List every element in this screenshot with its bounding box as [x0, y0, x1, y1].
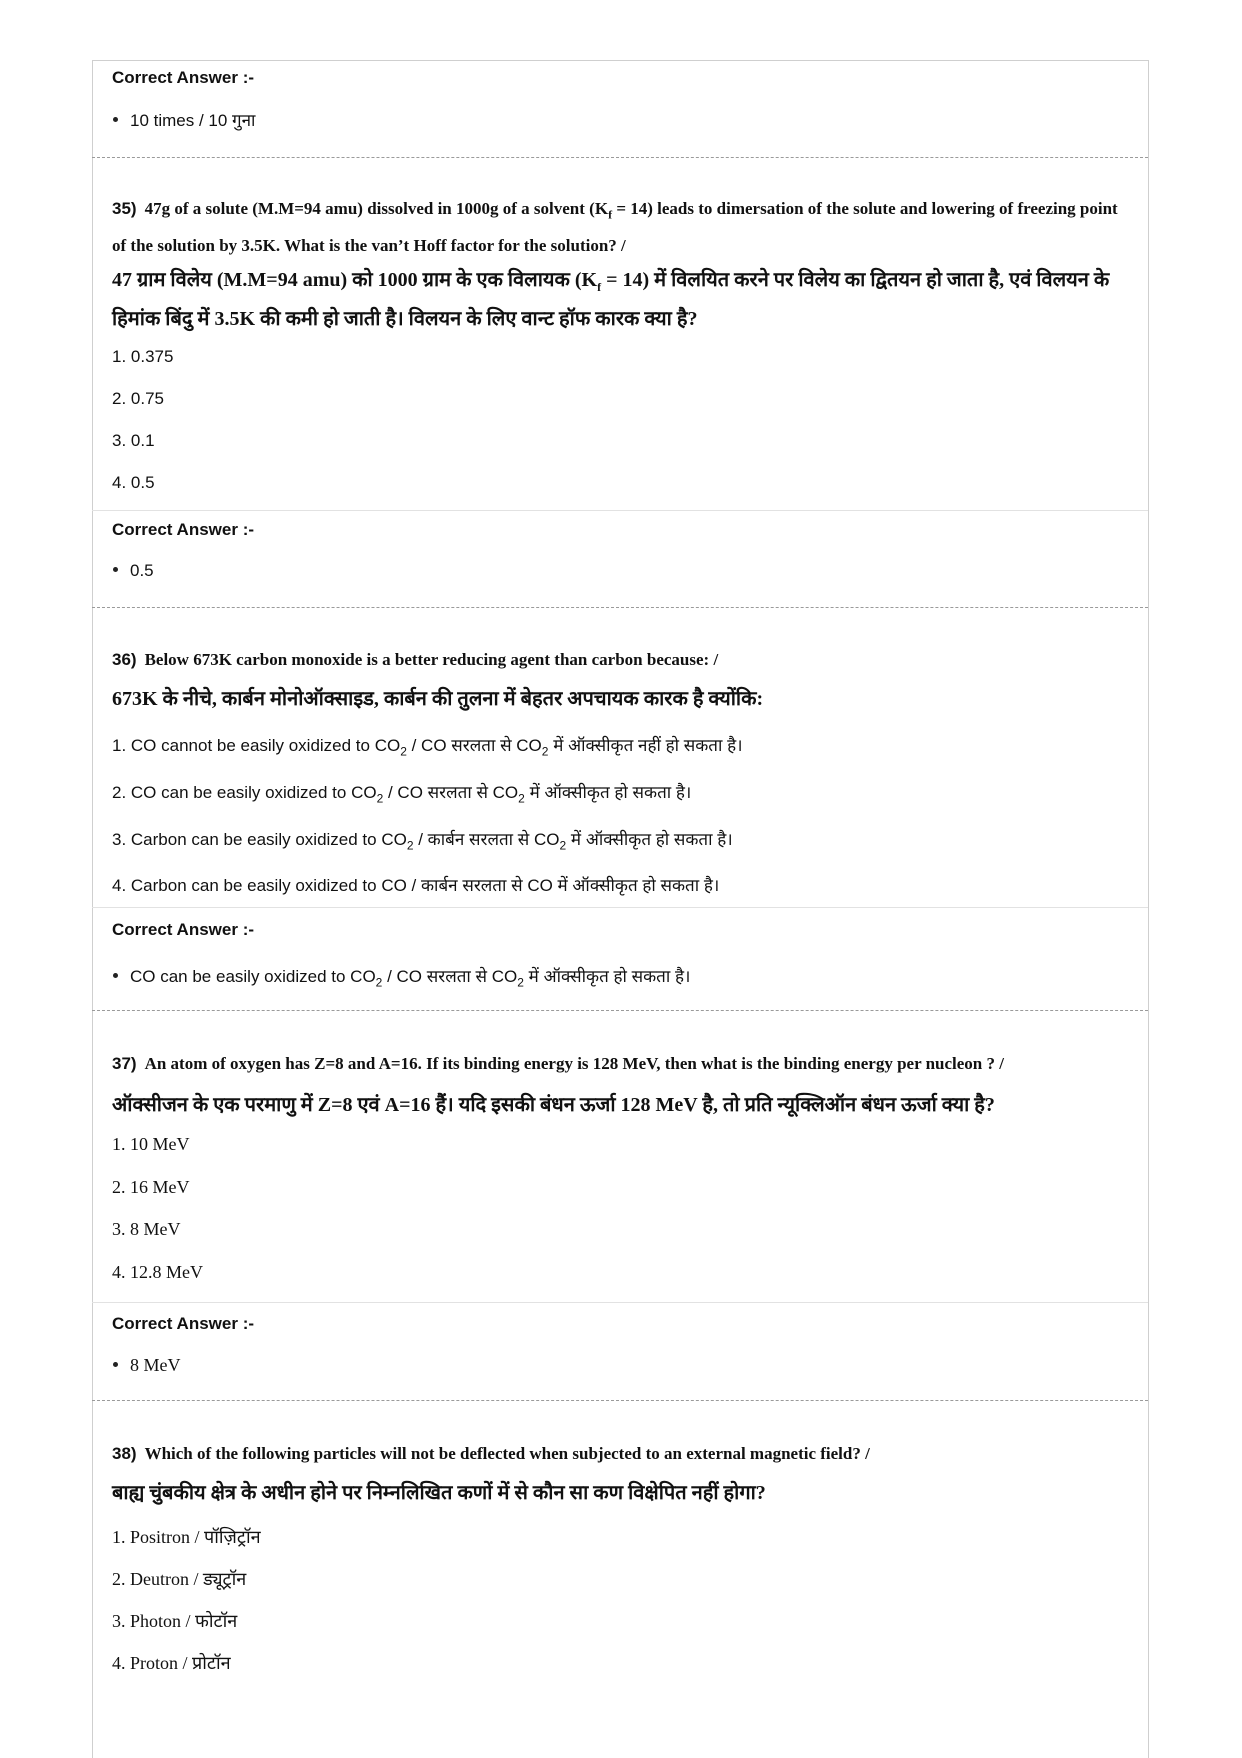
correct-answer-label: Correct Answer :- [112, 520, 255, 539]
correct-answer-item [113, 964, 690, 989]
question-37-english [112, 1048, 1127, 1079]
option-text: में ऑक्सीकृत हो सकता है। [524, 783, 692, 802]
subscript: 2 [559, 838, 567, 853]
answer-text: CO can be easily oxidized to CO [130, 967, 376, 986]
option-1: 1. Positron / पॉज़िट्रॉन [112, 1527, 261, 1547]
subscript: 2 [518, 791, 525, 806]
question-text: An atom of oxygen has Z=8 and A=16. If its binding energy is 128 MeV, then what is the binding energy per nucleon ? / [144, 1054, 1004, 1073]
correct-answer-label: Correct Answer :- [112, 1314, 255, 1333]
question-divider [92, 157, 1148, 158]
answer-divider [92, 907, 1148, 908]
correct-answer-item [113, 108, 255, 131]
correct-answer-item [113, 1355, 181, 1376]
answer-divider [92, 1302, 1148, 1303]
option-2: 2. 16 MeV [112, 1177, 190, 1197]
subscript: f [597, 280, 602, 294]
answer-text: 10 times / 10 गुना [130, 111, 256, 130]
question-36-hindi: 673K के नीचे, कार्बन मोनोऑक्साइड, कार्बन की तुलना में बेहतर अपचायक कारक है क्योंकि: [112, 688, 764, 710]
option-2: 2. 0.75 [112, 389, 164, 408]
question-text: 47 ग्राम विलेय (M.M=94 amu) को 1000 ग्राम के एक विलायक (K [112, 269, 598, 291]
question-38-english [112, 1438, 1127, 1469]
subscript: 2 [400, 744, 407, 759]
question-text: = 14) में विलयित करने पर विलेय का द्वितयन हो जाता है, एवं विलयन के हिमांक बिंदु में 3.5K की कमी हो जाती है। विलयन के लिए वान्ट हॉफ कारक क्या है? [112, 269, 1110, 330]
question-text: = 14) leads to dimersation of the solute and lowering of freezing point of the solution by 3.5K. What is the van’t Hoff factor for the solution? / [112, 199, 1118, 256]
option-4: 4. Proton / प्रोटॉन [112, 1653, 231, 1673]
option-text: / CO सरलता से CO [406, 736, 542, 755]
question-number: 37) [112, 1054, 137, 1073]
option-text: 2. CO can be easily oxidized to CO [112, 783, 377, 802]
subscript: 2 [376, 791, 384, 806]
answer-text: 8 MeV [130, 1355, 181, 1375]
option-text: 3. Carbon can be easily oxidized to CO [112, 830, 407, 849]
bullet-icon [113, 117, 118, 122]
option-1: 1. 0.375 [112, 347, 174, 366]
option-text: / कार्बन सरलता से CO [413, 830, 560, 849]
correct-answer-label: Correct Answer :- [112, 68, 255, 87]
question-divider [92, 607, 1148, 608]
option-2 [112, 780, 691, 805]
correct-answer-item [113, 561, 154, 581]
question-38-hindi: बाह्य चुंबकीय क्षेत्र के अधीन होने पर निम्नलिखित कणों में से कौन सा कण विक्षेपित नहीं होगा? [112, 1482, 766, 1504]
answer-text: 0.5 [130, 561, 154, 580]
option-text: / CO सरलता से CO [383, 783, 519, 802]
option-text: 1. CO cannot be easily oxidized to CO [112, 736, 401, 755]
option-4: 4. Carbon can be easily oxidized to CO / कार्बन सरलता से CO में ऑक्सीकृत हो सकता है। [112, 876, 720, 895]
bullet-icon [113, 567, 118, 572]
correct-answer-label: Correct Answer :- [112, 920, 255, 939]
option-3: 3. 0.1 [112, 431, 155, 450]
option-text: में ऑक्सीकृत नहीं हो सकता है। [548, 736, 743, 755]
answer-text: में ऑक्सीकृत हो सकता है। [523, 967, 691, 986]
subscript: 2 [541, 744, 549, 759]
subscript: 2 [517, 975, 524, 990]
option-1 [112, 733, 743, 758]
bullet-icon [113, 973, 118, 978]
question-number: 36) [112, 650, 137, 669]
option-2: 2. Deutron / ड्यूट्रॉन [112, 1569, 247, 1589]
bullet-icon [113, 1362, 118, 1367]
option-3: 3. Photon / फोटॉन [112, 1611, 238, 1631]
option-3: 3. 8 MeV [112, 1219, 181, 1239]
option-text: में ऑक्सीकृत हो सकता है। [566, 830, 733, 849]
question-35-english [112, 193, 1127, 261]
option-1: 1. 10 MeV [112, 1134, 190, 1154]
question-text: Which of the following particles will not be deflected when subjected to an external magnetic field? / [144, 1444, 870, 1463]
question-36-english [112, 644, 1127, 675]
question-divider [92, 1400, 1148, 1401]
question-number: 38) [112, 1444, 137, 1463]
question-text: Below 673K carbon monoxide is a better reducing agent than carbon because: / [144, 650, 719, 669]
option-4: 4. 0.5 [112, 473, 155, 492]
option-4: 4. 12.8 MeV [112, 1262, 203, 1282]
question-35-hindi [112, 264, 1127, 335]
answer-divider [92, 510, 1148, 511]
question-number: 35) [112, 199, 137, 218]
option-3 [112, 827, 733, 852]
answer-text: / CO सरलता से CO [382, 967, 518, 986]
subscript: 2 [406, 838, 414, 853]
subscript: 2 [375, 975, 383, 990]
question-divider [92, 1010, 1148, 1011]
subscript: f [608, 207, 613, 222]
question-37-hindi: ऑक्सीजन के एक परमाणु में Z=8 एवं A=16 हैं। यदि इसकी बंधन ऊर्जा 128 MeV है, तो प्रति न्यूक्लिऑन बंधन ऊर्जा क्या है? [112, 1094, 995, 1116]
question-text: 47g of a solute (M.M=94 amu) dissolved in 1000g of a solvent (K [144, 199, 609, 218]
